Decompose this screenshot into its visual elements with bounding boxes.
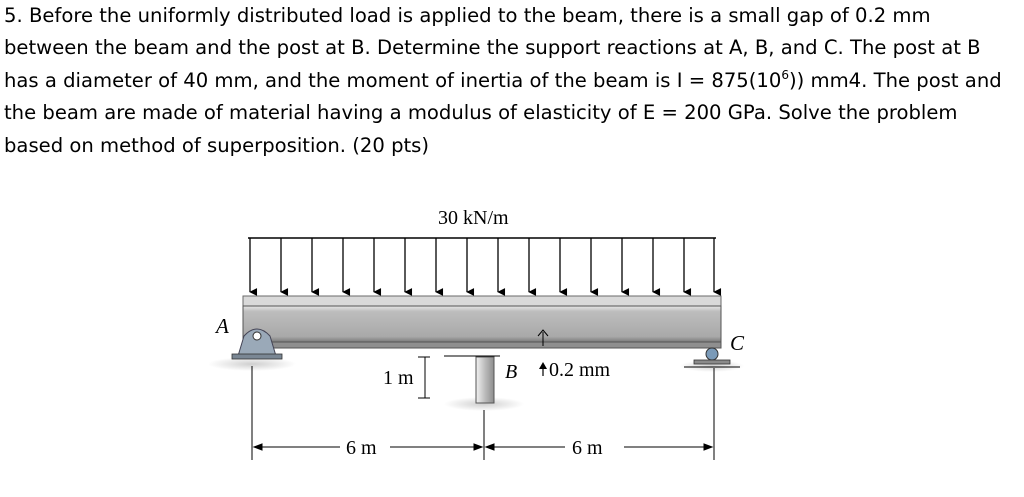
- label-a: A: [216, 314, 229, 338]
- label-b: B: [505, 361, 518, 383]
- distributed-load: [248, 207, 716, 292]
- load-label: 30 kN/m: [438, 207, 509, 229]
- post-height-label: 1 m: [383, 367, 414, 389]
- post-b: [383, 356, 611, 411]
- beam: [243, 296, 721, 348]
- exponent: 6: [781, 67, 789, 82]
- beam-diagram: [0, 195, 1024, 495]
- problem-text-part1: Before the uniformly distributed load is applied to the beam, there is a small gap of 0.2 mm between the beam and the post at B. Determine the support reactions at A, B, and C. The post at B has a diameter of 40 mm, and the moment of inertia of the beam is I = 875(10: [4, 4, 981, 92]
- span-left-label: 6 m: [346, 437, 377, 459]
- problem-number: 5.: [4, 4, 23, 27]
- problem-statement: [4, 0, 1016, 162]
- load-arrows: [250, 238, 714, 292]
- span-right-label: 6 m: [572, 437, 603, 459]
- problem-text-part2: )) mm4. The post and the beam are made of material having a modulus of elasticity of E = 200 GPa. Solve the problem based on method of superposition. (20 pts): [4, 68, 1002, 157]
- label-c: C: [730, 331, 745, 355]
- gap-label: 0.2 mm: [549, 359, 611, 381]
